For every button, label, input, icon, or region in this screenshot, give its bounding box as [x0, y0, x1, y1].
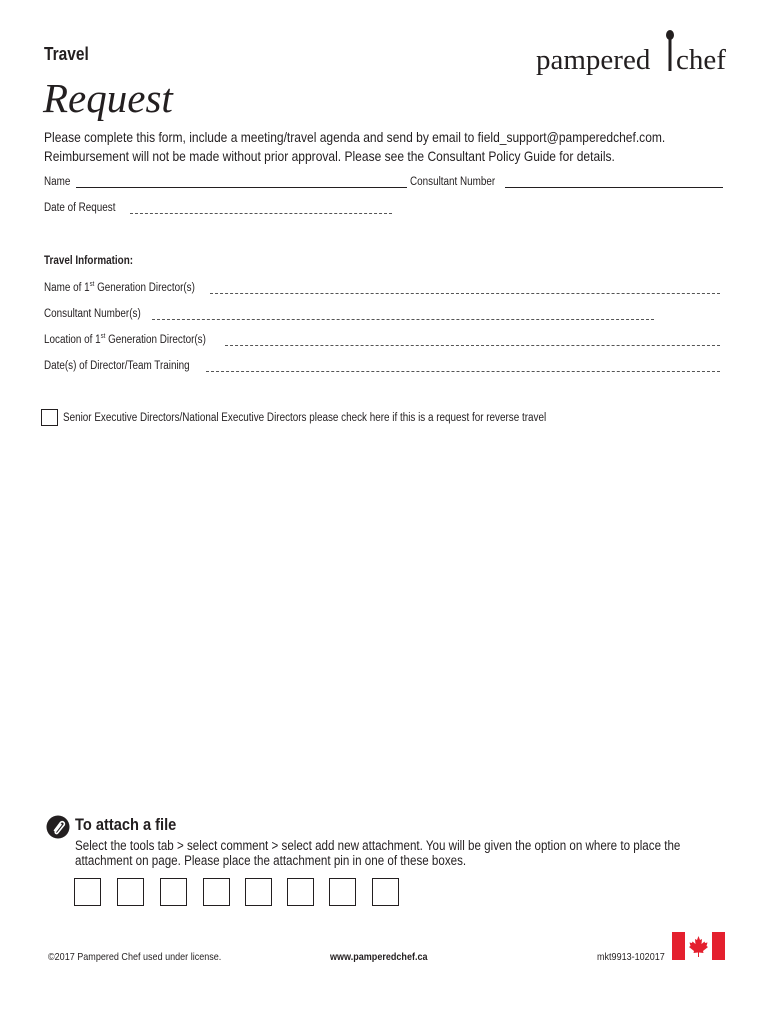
website-link[interactable]: www.pamperedchef.ca	[330, 951, 428, 963]
svg-text:pampered: pampered	[536, 44, 651, 75]
director-name-field[interactable]	[210, 293, 720, 294]
attach-instructions-line-1: Select the tools tab > select comment > select add new attachment. You will be given the option on where to place the	[75, 838, 681, 853]
date-of-request-field[interactable]	[130, 213, 392, 214]
page-title: Request	[43, 75, 173, 121]
copyright-text: ©2017 Pampered Chef used under license.	[48, 951, 222, 963]
paperclip-icon	[46, 815, 70, 839]
consultant-numbers-label: Consultant Number(s)	[44, 308, 141, 320]
consultant-numbers-field[interactable]	[152, 319, 654, 320]
director-location-label: Location of 1st Generation Director(s)	[44, 333, 206, 346]
attachment-box[interactable]	[74, 878, 101, 906]
intro-line-1: Please complete this form, include a meeting/travel agenda and send by email to field_support@pamperedchef.com.	[44, 129, 666, 145]
training-dates-field[interactable]	[206, 371, 720, 372]
attachment-box[interactable]	[160, 878, 187, 906]
canada-flag-icon	[672, 932, 725, 960]
reverse-travel-label: Senior Executive Directors/National Executive Directors please check here if this is a request for reverse travel	[63, 412, 547, 424]
attach-file-heading: To attach a file	[75, 815, 177, 834]
attach-instructions-line-2: attachment on page. Please place the attachment pin in one of these boxes.	[75, 853, 467, 868]
attachment-box[interactable]	[203, 878, 230, 906]
name-field[interactable]	[76, 187, 407, 188]
attachment-box[interactable]	[117, 878, 144, 906]
reverse-travel-checkbox[interactable]	[41, 409, 58, 426]
director-location-field[interactable]	[225, 345, 720, 346]
date-of-request-label: Date of Request	[44, 202, 116, 214]
pampered-chef-logo	[536, 29, 731, 75]
document-code: mkt9913-102017	[597, 951, 665, 963]
attachment-box[interactable]	[245, 878, 272, 906]
attachment-box[interactable]	[287, 878, 314, 906]
consultant-number-field[interactable]	[505, 187, 723, 188]
training-dates-label: Date(s) of Director/Team Training	[44, 360, 190, 372]
form-kicker: Travel	[44, 44, 89, 64]
travel-information-heading: Travel Information:	[44, 255, 134, 267]
consultant-number-label: Consultant Number	[410, 176, 496, 188]
intro-line-2: Reimbursement will not be made without prior approval. Please see the Consultant Policy Guide for details.	[44, 148, 615, 164]
svg-text:chef: chef	[676, 44, 726, 75]
attachment-box[interactable]	[372, 878, 399, 906]
name-label: Name	[44, 176, 71, 188]
attachment-box[interactable]	[329, 878, 356, 906]
director-name-label: Name of 1st Generation Director(s)	[44, 281, 195, 294]
